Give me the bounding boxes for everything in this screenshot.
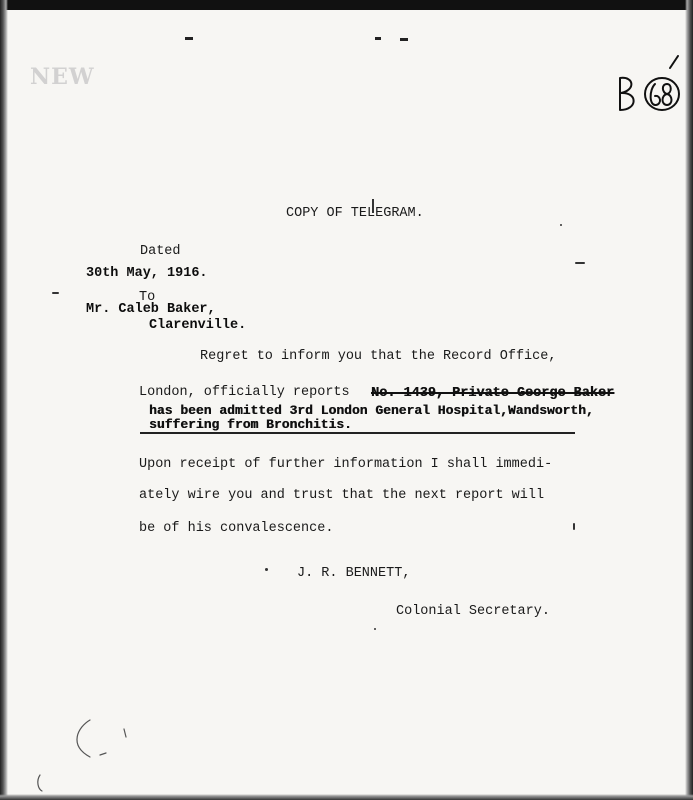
body-line-7: be of his convalescence. — [139, 521, 334, 536]
recipient-place: Clarenville. — [149, 318, 247, 333]
faded-stamp: NEW — [30, 64, 95, 90]
scan-left-edge — [0, 0, 8, 800]
body-line-6: ately wire you and trust that the next report will — [139, 488, 545, 503]
scan-speck — [374, 628, 376, 630]
folio-tick — [670, 56, 678, 68]
scan-speck — [575, 262, 585, 264]
body-line-3-insert: has been admitted 3rd London General Hospital,Wandsworth, — [149, 403, 594, 418]
folio-letter-b — [620, 78, 634, 110]
scan-curl-marks — [28, 715, 148, 795]
signatory-name: J. R. BENNETT, — [297, 566, 411, 581]
folio-text: B68 — [612, 50, 614, 51]
date: 30th May, 1916. — [86, 266, 208, 281]
body-line-2-prefix: London, officially reports — [139, 385, 350, 400]
dated-label: Dated — [140, 244, 181, 259]
recipient-name: Mr. Caleb Baker, — [86, 302, 216, 317]
scan-dash — [400, 38, 408, 41]
body-line-4-insert: suffering from Bronchitis. — [149, 417, 352, 432]
scan-speck — [560, 224, 562, 226]
folio-mark — [612, 50, 687, 120]
scan-speck — [265, 568, 268, 571]
to-label: To — [139, 290, 156, 305]
signatory-title: Colonial Secretary. — [396, 604, 550, 619]
scan-speck — [573, 523, 575, 530]
body-line-2-insert: No. 1439, Private George Baker — [371, 386, 615, 401]
body-line-1: Regret to inform you that the Record Office, — [200, 349, 557, 364]
scan-right-edge — [685, 0, 693, 800]
scan-top-edge — [0, 0, 693, 10]
scan-dash — [185, 37, 193, 40]
heading: COPY OF TELEGRAM. — [286, 206, 424, 221]
scan-speck — [52, 292, 59, 294]
scan-dash — [375, 37, 381, 40]
insert-underline — [140, 432, 575, 434]
body-line-5: Upon receipt of further information I shall immedi- — [139, 457, 553, 472]
